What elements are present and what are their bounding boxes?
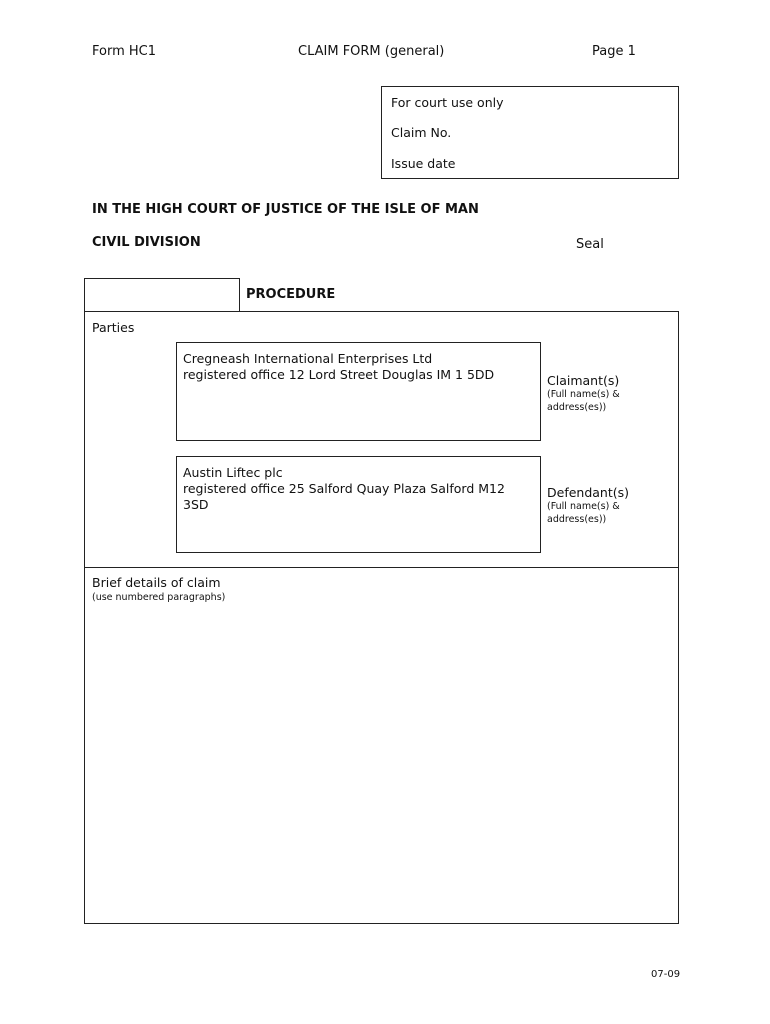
page-number: Page 1 <box>592 44 636 59</box>
seal-label: Seal <box>576 237 604 252</box>
claimant-name: Cregneash International Enterprises Ltd <box>183 351 433 366</box>
procedure-label: PROCEDURE <box>246 287 336 302</box>
claimant-note: (Full name(s) & address(es)) <box>547 389 620 413</box>
form-id: Form HC1 <box>92 44 157 59</box>
claimant-address: registered office 12 Lord Street Douglas IM 1 5DD <box>183 367 495 382</box>
court-use-heading: For court use only <box>391 95 504 110</box>
court-use-box <box>381 86 679 179</box>
claim-details-note: (use numbered paragraphs) <box>92 592 226 603</box>
defendant-name: Austin Liftec plc <box>183 465 283 480</box>
court-division: CIVIL DIVISION <box>92 235 201 250</box>
defendant-note: (Full name(s) & address(es)) <box>547 501 620 525</box>
issue-date-label: Issue date <box>391 156 456 171</box>
claimant-label: Claimant(s) <box>547 373 620 388</box>
defendant-field[interactable] <box>176 456 541 553</box>
claim-details-field[interactable] <box>84 567 679 924</box>
parties-section <box>84 311 679 568</box>
claimant-field[interactable] <box>176 342 541 441</box>
defendant-address: registered office 25 Salford Quay Plaza Salford M12 3SD <box>183 481 505 512</box>
form-title: CLAIM FORM (general) <box>298 44 445 59</box>
defendant-label: Defendant(s) <box>547 485 630 500</box>
court-name: IN THE HIGH COURT OF JUSTICE OF THE ISLE OF MAN <box>92 202 479 217</box>
procedure-input[interactable] <box>84 278 240 312</box>
parties-label: Parties <box>92 320 135 335</box>
claim-details-label: Brief details of claim <box>92 575 221 590</box>
claim-no-label: Claim No. <box>391 125 452 140</box>
form-version-code: 07-09 <box>651 969 681 980</box>
